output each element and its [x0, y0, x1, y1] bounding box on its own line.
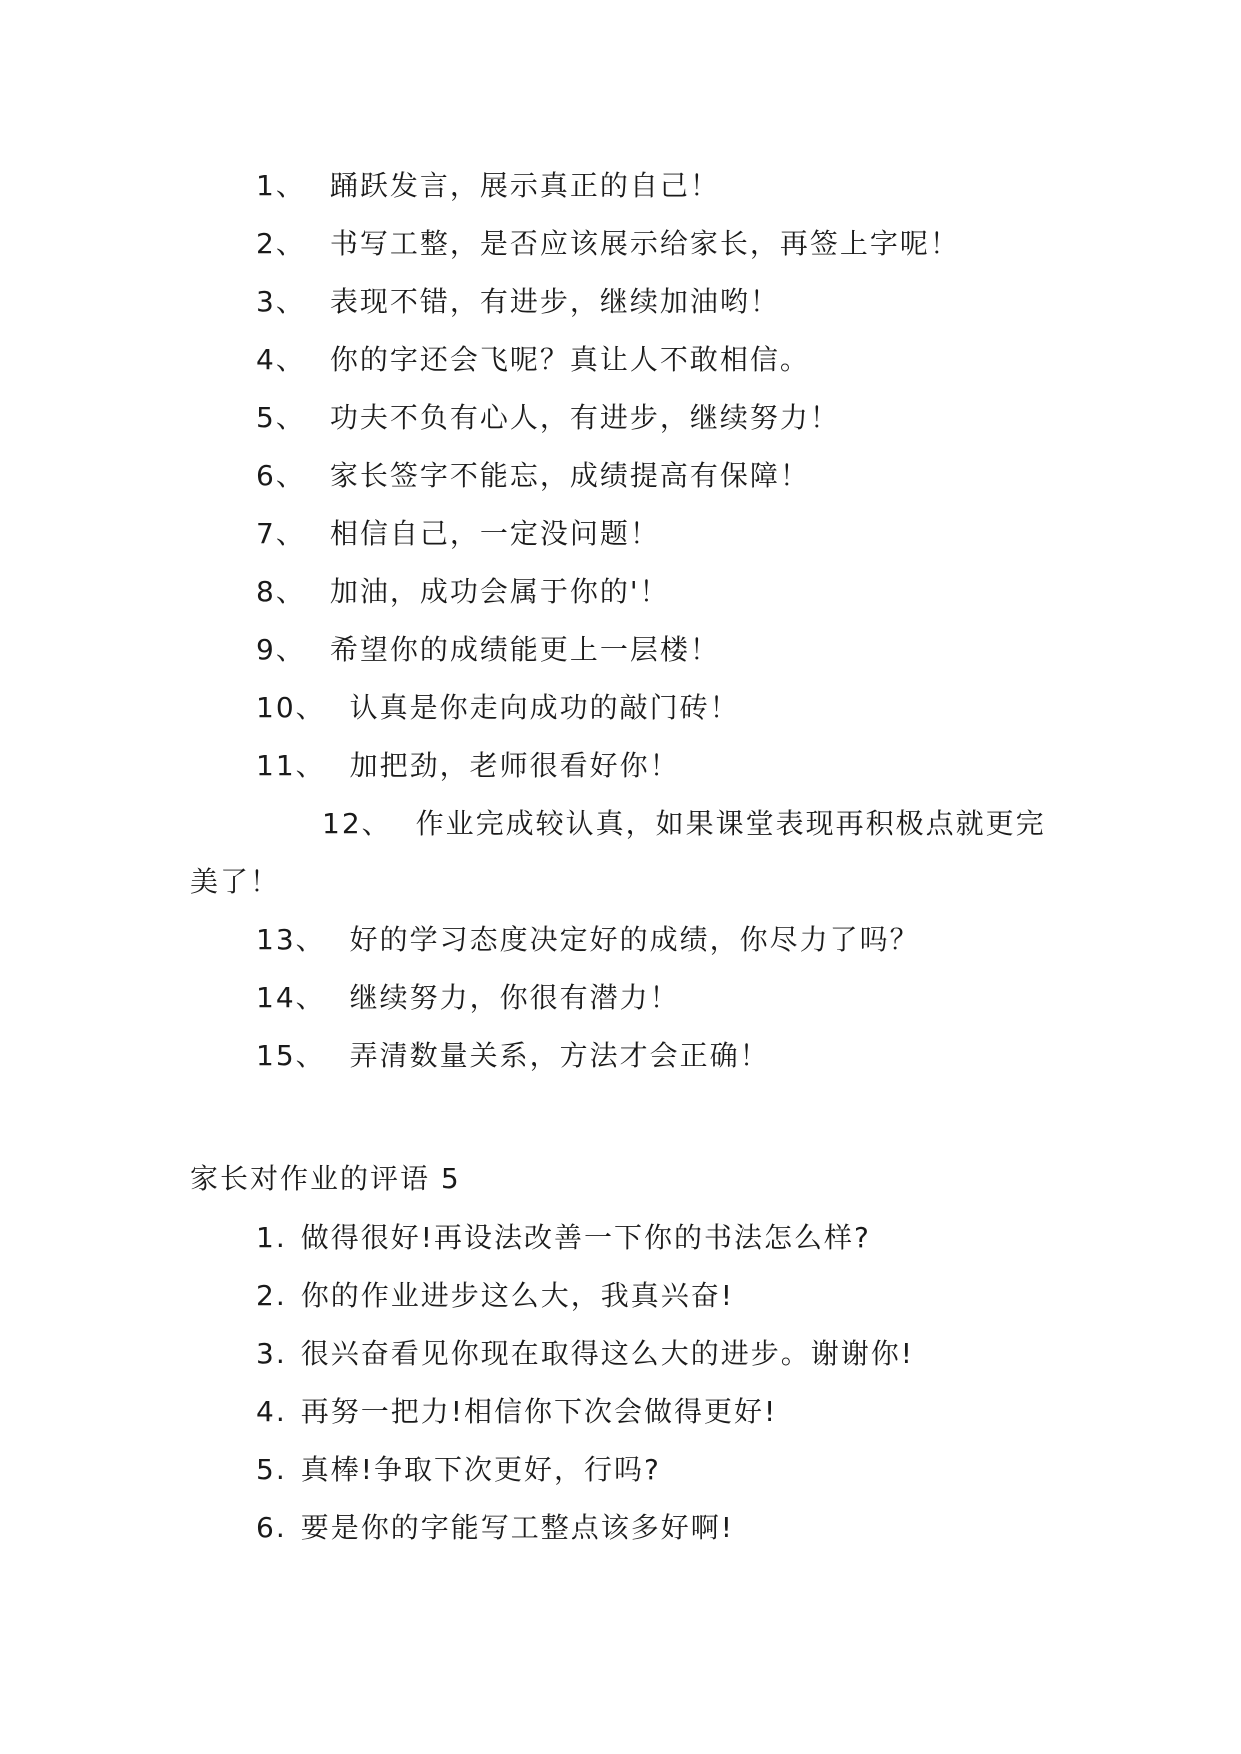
list-item [0, 1209, 1241, 1267]
list-item [0, 911, 1241, 969]
item-text: 踊跃发言，展示真正的自己！ [329, 169, 720, 202]
item-number: 12、 [322, 807, 392, 840]
item-number: 14、 [256, 981, 326, 1014]
list-item [0, 563, 1241, 621]
list-item [0, 505, 1241, 563]
item-number: 9、 [256, 633, 306, 666]
list-item [0, 1441, 1241, 1499]
list-item [0, 969, 1241, 1027]
list-item [0, 679, 1241, 737]
item-number: 13、 [256, 923, 326, 956]
item-text: 加把劲，老师很看好你！ [349, 749, 680, 782]
item-text: 很兴奋看见你现在取得这么大的进步。谢谢你! [300, 1337, 914, 1370]
item-number: 4. [256, 1395, 287, 1428]
list-item [0, 1325, 1241, 1383]
item-text: 要是你的字能写工整点该多好啊! [300, 1511, 734, 1544]
list-item [0, 215, 1241, 273]
item-number: 3、 [256, 285, 306, 318]
item-text: 表现不错，有进步，继续加油哟！ [329, 285, 780, 318]
item-text: 再努一把力!相信你下次会做得更好! [300, 1395, 778, 1428]
item-number: 11、 [256, 749, 326, 782]
item-text: 功夫不负有心人，有进步，继续努力！ [329, 401, 840, 434]
list-item [0, 273, 1241, 331]
item-text: 相信自己，一定没问题！ [329, 517, 660, 550]
item-text: 你的字还会飞呢？真让人不敢相信。 [329, 343, 810, 376]
item-text: 书写工整，是否应该展示给家长，再签上字呢！ [329, 227, 960, 260]
list-item [0, 1383, 1241, 1441]
item-number: 3. [256, 1337, 287, 1370]
item-text: 希望你的成绩能更上一层楼！ [329, 633, 720, 666]
list-item [0, 737, 1241, 795]
section-heading: 家长对作业的评语 5 [190, 1162, 461, 1195]
list-item [0, 1027, 1241, 1085]
item-text: 作业完成较认真，如果课堂表现再积极点就更完美了！ [190, 807, 1046, 898]
item-text: 弄清数量关系，方法才会正确！ [349, 1039, 770, 1072]
list-item [0, 157, 1241, 215]
list-item [0, 1267, 1241, 1325]
item-number: 15、 [256, 1039, 326, 1072]
list-item [0, 447, 1241, 505]
item-number: 1、 [256, 169, 306, 202]
list-item [0, 621, 1241, 679]
list-item [0, 331, 1241, 389]
list-item [190, 795, 1070, 911]
comment-list-a [0, 157, 1241, 1085]
item-text: 好的学习态度决定好的成绩，你尽力了吗？ [349, 923, 920, 956]
comment-list-b [0, 1209, 1241, 1557]
item-text: 做得很好!再设法改善一下你的书法怎么样? [300, 1221, 871, 1254]
item-number: 7、 [256, 517, 306, 550]
list-item [0, 1499, 1241, 1557]
item-number: 6、 [256, 459, 306, 492]
item-number: 8、 [256, 575, 306, 608]
item-number: 2、 [256, 227, 306, 260]
item-text: 继续努力，你很有潜力！ [349, 981, 680, 1014]
item-number: 5、 [256, 401, 306, 434]
item-number: 2. [256, 1279, 287, 1312]
item-text: 加油，成功会属于你的'！ [329, 575, 670, 608]
item-number: 4、 [256, 343, 306, 376]
item-number: 6. [256, 1511, 287, 1544]
item-number: 10、 [256, 691, 326, 724]
list-item [0, 389, 1241, 447]
item-text: 家长签字不能忘，成绩提高有保障！ [329, 459, 810, 492]
item-text: 真棒!争取下次更好，行吗? [300, 1453, 661, 1486]
item-number: 5. [256, 1453, 287, 1486]
item-number: 1. [256, 1221, 287, 1254]
item-text: 认真是你走向成功的敲门砖！ [349, 691, 740, 724]
item-text: 你的作业进步这么大，我真兴奋! [300, 1279, 734, 1312]
